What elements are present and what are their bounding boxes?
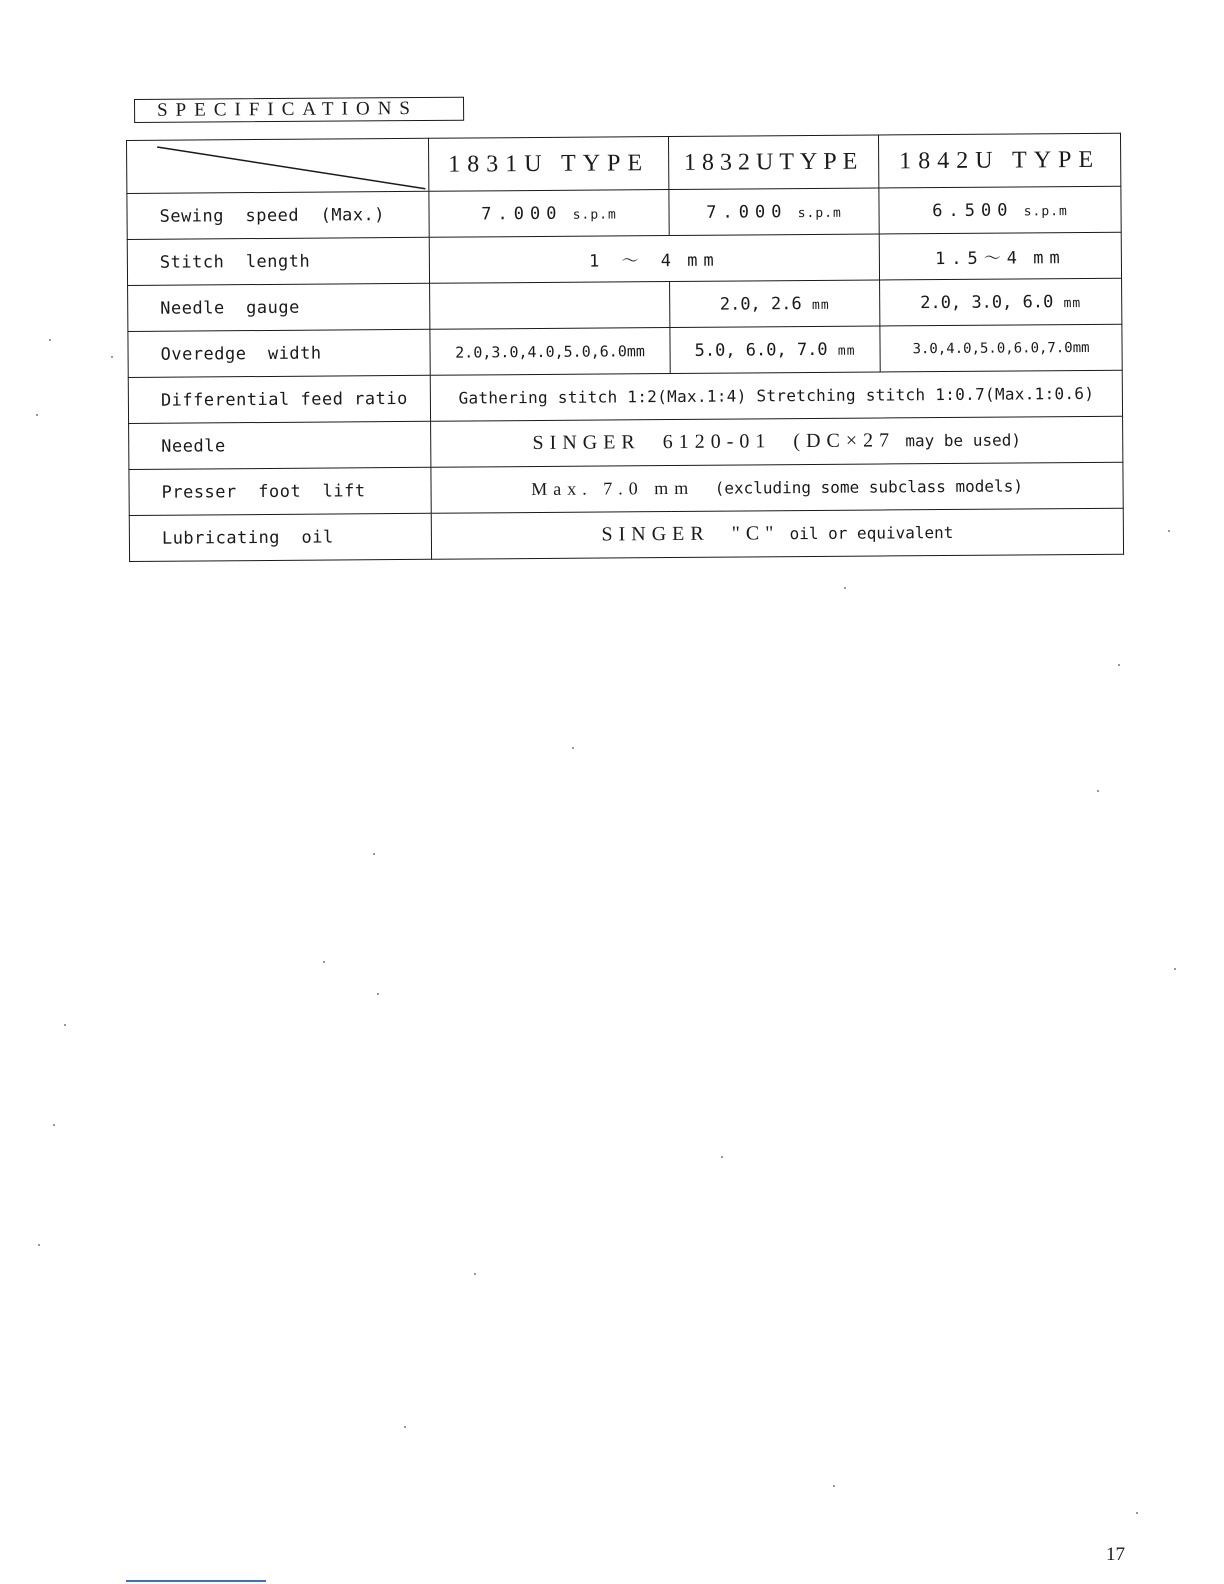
note: oil or equivalent	[789, 522, 954, 544]
scan-speck	[721, 1156, 723, 1158]
note: may be used)	[905, 430, 1022, 451]
differential-feed-value: Gathering stitch 1:2(Max.1:4) Stretching stitch 1:0.7(Max.1:0.6)	[430, 370, 1122, 421]
unit: s.p.m	[797, 205, 842, 221]
value: 7.000	[706, 201, 788, 223]
unit: mm	[687, 250, 720, 271]
scan-speck	[49, 339, 51, 341]
row-label: Presser foot lift	[129, 467, 431, 515]
row-label: Differential feed ratio	[128, 375, 430, 423]
row-label: Needle	[129, 421, 431, 469]
note: (excluding some subclass models)	[714, 476, 1023, 498]
column-header-1842u: 1842U TYPE	[878, 133, 1120, 188]
scan-speck	[1097, 790, 1099, 792]
scan-speck	[404, 1426, 406, 1428]
table-row-lubricating-oil	[129, 508, 1123, 561]
row-label: Overedge width	[128, 329, 430, 377]
bottom-rule	[126, 1580, 266, 1582]
row-label: Stitch length	[127, 237, 429, 285]
corner-cell	[127, 138, 429, 193]
scan-speck	[373, 853, 375, 855]
overedge-width-1832u	[670, 326, 880, 374]
table-row-presser-foot-lift	[129, 462, 1123, 515]
value: 2.0, 2.6	[719, 293, 802, 315]
specifications-table	[126, 133, 1124, 562]
row-label: Lubricating oil	[129, 513, 431, 561]
row-label: Sewing speed (Max.)	[127, 191, 429, 239]
column-header-1831u: 1831U TYPE	[428, 137, 668, 192]
needle-gauge-1832u	[670, 280, 880, 328]
unit: mm	[1033, 248, 1066, 269]
value: Max. 7.0 mm	[531, 477, 695, 500]
table-row-stitch-length	[127, 232, 1121, 285]
column-header-1832u: 1832UTYPE	[668, 135, 878, 190]
sewing-speed-1832u	[669, 188, 879, 236]
value: 1.5～4	[934, 248, 1024, 270]
stitch-length-1842u	[879, 232, 1121, 280]
scan-speck	[1136, 1512, 1138, 1514]
scan-speck	[53, 1124, 55, 1126]
scan-speck	[572, 747, 574, 749]
value: 1 ～ 4	[588, 250, 678, 272]
table-row-needle	[129, 416, 1123, 469]
scan-speck	[111, 356, 113, 358]
value: 6.500	[932, 199, 1014, 221]
diagonal-line	[127, 139, 428, 193]
scan-speck	[323, 961, 325, 963]
scan-speck	[833, 1485, 835, 1487]
unit: mm	[837, 343, 856, 359]
value: SINGER 6120-01 (DC×27	[532, 429, 896, 455]
table-header-row	[127, 133, 1121, 193]
row-label: Needle gauge	[128, 283, 430, 331]
scan-speck	[1118, 664, 1120, 666]
scan-speck	[36, 414, 38, 416]
scan-speck	[474, 1273, 476, 1275]
value: 7.000	[481, 203, 563, 224]
scan-speck	[377, 993, 379, 995]
specifications-title: SPECIFICATIONS	[134, 97, 464, 123]
table-row-differential-feed	[128, 370, 1122, 423]
unit: mm	[811, 297, 830, 313]
table-row-sewing-speed	[127, 186, 1121, 239]
lubricating-oil-value	[431, 508, 1123, 559]
presser-foot-lift-value	[431, 462, 1123, 513]
table-row-needle-gauge	[128, 278, 1122, 331]
sewing-speed-1831u	[429, 190, 669, 238]
needle-value	[431, 416, 1123, 467]
stitch-length-1831u-1832u	[429, 234, 879, 283]
overedge-width-1831u: 2.0,3.0,4.0,5.0,6.0mm	[430, 328, 670, 376]
value: 5.0, 6.0, 7.0	[694, 339, 828, 361]
scan-speck	[64, 1024, 66, 1026]
value: SINGER "C"	[601, 522, 780, 546]
page-number: 17	[1106, 1544, 1125, 1565]
unit: mm	[1063, 295, 1082, 311]
scan-speck	[1168, 530, 1170, 532]
unit: s.p.m	[572, 206, 617, 223]
scan-speck	[1174, 968, 1176, 970]
sewing-speed-1842u	[879, 186, 1121, 234]
value: 2.0, 3.0, 6.0	[920, 291, 1054, 313]
overedge-width-1842u: 3.0,4.0,5.0,6.0,7.0mm	[880, 324, 1122, 372]
unit: s.p.m	[1023, 203, 1068, 219]
scan-speck	[38, 1244, 40, 1246]
table-row-overedge-width	[128, 324, 1122, 377]
needle-gauge-1842u	[880, 278, 1122, 326]
needle-gauge-1831u	[430, 282, 670, 330]
scan-speck	[844, 587, 846, 589]
